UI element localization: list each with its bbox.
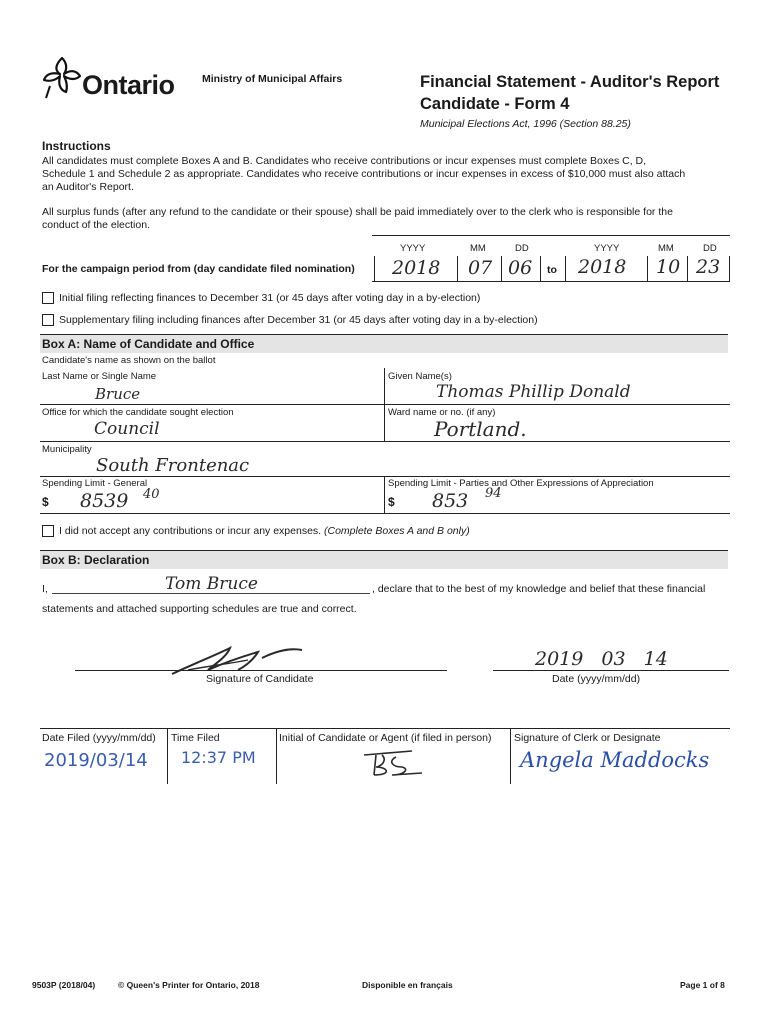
initial-filing-label: Initial filing reflecting finances to December 31 (or 45 days after voting day in a by-election)	[59, 292, 481, 304]
declaration-statement: statements and attached supporting schedules are true and correct.	[42, 603, 357, 615]
to-dd-header: DD	[703, 243, 717, 254]
page-number: Page 1 of 8	[680, 980, 725, 990]
no-contributions-text: I did not accept any contributions or incur any expenses.	[59, 525, 322, 537]
campaign-period-label: For the campaign period from (day candidate filed nomination)	[42, 263, 355, 275]
declaration-i: I,	[42, 583, 48, 595]
time-filed-label: Time Filed	[171, 732, 220, 744]
last-name-value[interactable]: Bruce	[95, 385, 141, 403]
office-value[interactable]: Council	[94, 419, 160, 439]
act-reference: Municipal Elections Act, 1996 (Section 88.25)	[420, 118, 631, 130]
initial-label: Initial of Candidate or Agent (if filed in person)	[279, 732, 492, 744]
signature-of-candidate-label: Signature of Candidate	[206, 673, 314, 685]
period-to-label: to	[547, 264, 557, 276]
to-year-value[interactable]: 2018	[578, 256, 627, 278]
copyright: © Queen's Printer for Ontario, 2018	[118, 980, 260, 990]
municipality-label: Municipality	[42, 444, 92, 455]
box-b-heading: Box B: Declaration	[40, 550, 728, 569]
declaration-date-label: Date (yyyy/mm/dd)	[552, 673, 641, 685]
time-filed-value[interactable]: 12:37 PM	[181, 748, 256, 767]
form-subtitle: Candidate - Form 4	[420, 95, 570, 113]
spending-parties-label: Spending Limit - Parties and Other Expressions of Appreciation	[388, 478, 654, 489]
clerk-signature-value[interactable]: Angela Maddocks	[520, 748, 710, 772]
supplementary-filing-label: Supplementary filing including finances after December 31 (or 45 days after voting day in a by-election)	[59, 314, 538, 326]
last-name-label: Last Name or Single Name	[42, 371, 157, 382]
spending-parties-currency: $	[388, 495, 395, 509]
to-day-value[interactable]: 23	[696, 256, 721, 278]
no-contributions-label	[59, 525, 470, 537]
spending-general-label: Spending Limit - General	[42, 478, 148, 489]
date-filed-label: Date Filed (yyyy/mm/dd)	[42, 732, 156, 744]
date-filed-value[interactable]: 2019/03/14	[44, 750, 148, 771]
from-month-value[interactable]: 07	[468, 257, 493, 279]
to-mm-header: MM	[658, 243, 674, 254]
from-dd-header: DD	[515, 243, 529, 254]
french-availability: Disponible en français	[362, 980, 453, 990]
spending-parties-cents[interactable]: 94	[485, 486, 502, 501]
from-mm-header: MM	[470, 243, 486, 254]
form-number: 9503P (2018/04)	[32, 980, 96, 990]
municipality-value[interactable]: South Frontenac	[96, 455, 250, 476]
supplementary-filing-checkbox[interactable]	[42, 314, 54, 326]
from-year-value[interactable]: 2018	[392, 257, 441, 279]
given-names-label: Given Name(s)	[388, 371, 452, 382]
ontario-logo	[38, 52, 188, 102]
from-yyyy-header: YYYY	[400, 243, 426, 254]
declarant-name[interactable]: Tom Bruce	[165, 574, 258, 594]
form-title: Financial Statement - Auditor's Report	[420, 73, 720, 91]
ballot-name-caption: Candidate's name as shown on the ballot	[42, 355, 216, 366]
trillium-icon	[38, 52, 86, 100]
from-day-value[interactable]: 06	[508, 257, 533, 279]
instructions-paragraph-1: All candidates must complete Boxes A and B. Candidates who receive contributions or incur expenses must complete Boxes C, D, Schedule 1 and Schedule 2 as appropriate. Candidates who receive contributions or incur expenses in excess of $10,000 must also attach an Auditor's Report.	[42, 155, 686, 193]
clerk-signature-label: Signature of Clerk or Designate	[514, 732, 661, 744]
ward-value[interactable]: Portland.	[434, 417, 527, 441]
ministry-name: Ministry of Municipal Affairs	[202, 73, 343, 85]
no-contributions-checkbox[interactable]	[42, 525, 54, 537]
box-a-heading: Box A: Name of Candidate and Office	[40, 334, 728, 353]
declaration-date-value[interactable]: 2019 03 14	[535, 648, 668, 670]
spending-general-dollars[interactable]: 8539	[80, 490, 129, 512]
spending-parties-dollars[interactable]: 853	[432, 490, 469, 512]
to-month-value[interactable]: 10	[656, 256, 681, 278]
given-names-value[interactable]: Thomas Phillip Donald	[436, 382, 631, 402]
ward-label: Ward name or no. (if any)	[388, 407, 496, 418]
instructions-paragraph-2: All surplus funds (after any refund to the candidate or their spouse) shall be paid immediately over to the clerk who is responsible for the conduct of the election.	[42, 206, 673, 231]
instructions-heading: Instructions	[42, 139, 111, 153]
agent-initial[interactable]	[358, 745, 428, 779]
logo-wordmark: Ontario	[82, 70, 175, 100]
to-yyyy-header: YYYY	[594, 243, 620, 254]
declaration-text: , declare that to the best of my knowledge and belief that these financial	[372, 583, 706, 595]
spending-general-cents[interactable]: 40	[143, 487, 160, 502]
initial-filing-checkbox[interactable]	[42, 292, 54, 304]
office-label: Office for which the candidate sought election	[42, 407, 234, 418]
no-contributions-note: (Complete Boxes A and B only)	[324, 525, 470, 537]
spending-general-currency: $	[42, 495, 49, 509]
